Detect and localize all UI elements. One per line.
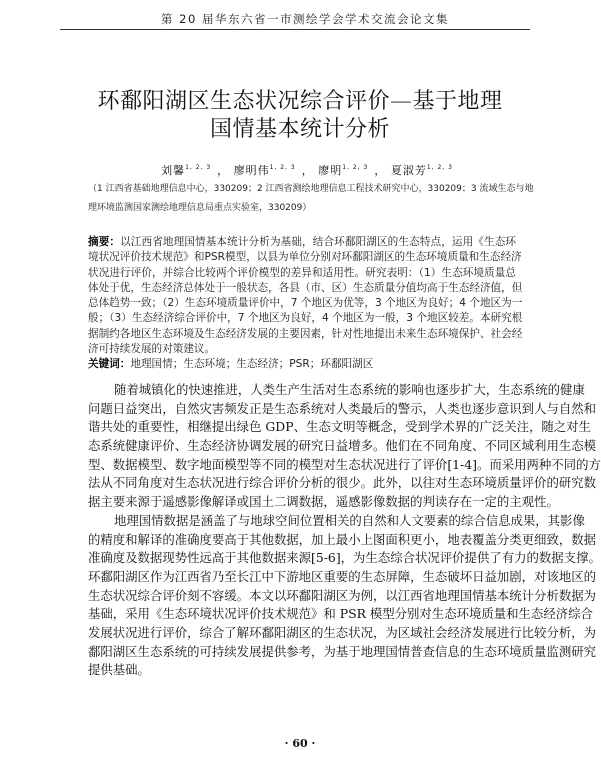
keywords-text: 地理国情；生态环境；生态经济；PSR；环鄱阳湖区 (130, 358, 374, 371)
body-line: 基础，采用《生态环境状况评价技术规范》和 PSR 模型分别对生态环境质量和生态经济综合 (88, 606, 593, 622)
keywords (88, 357, 516, 372)
abstract-first-line (88, 235, 516, 250)
body-line: 据主要来源于遥感影像解译或国土二调数据，遥感影像数据的判读存在一定的主观性。 (88, 494, 559, 510)
author-name: 廖明伟 (233, 164, 270, 177)
abstract-line: 总体趋势一致；（2）生态环境质量评价中，7 个地区为优等，3 个地区为良好；4 个地区为一 (88, 297, 523, 310)
body-line: 随着城镇化的快速推进，人类生产生活对生态系统的影响也逐步扩大，生态系统的健康 (114, 382, 585, 397)
affiliations-line-1: （1 江西省基础地理信息中心，330209；2 江西省测绘地理信息工程技术研究中心，330209；3 流域生态与地 (88, 184, 534, 194)
author-affiliation-marks: 1, 2, 3 (426, 164, 453, 171)
body-line: 地理国情数据是涵盖了与地球空间位置相关的自然和人文要素的综合信息成果，其影像 (114, 512, 585, 528)
author-name: 廖明 (318, 164, 343, 177)
abstract-line: 状况进行评价，并综合比较两个评价模型的差异和适用性。研究表明：（1）生态环境质量总 (88, 266, 516, 279)
body-line: 提供基础。 (88, 662, 150, 678)
abstract-label: 摘要： (88, 236, 121, 248)
body-line: 问题日益突出，自然灾害频发正是生态系统对人类最后的警示，人类也逐步意识到人与自然和 (88, 400, 597, 416)
author-affiliation-marks: 1, 2, 3 (269, 164, 296, 171)
body-line: 型、数据模型、数字地面模型等不同的模型对生态状况进行了评价[1-4]。而采用两种不同的方 (88, 456, 601, 472)
author-list: 刘馨$^{1, 2, 3}$ ， 廖明伟$^{1, 2, 3}$ ， 廖明$^{1, 2, 3}$ ， 夏淑芳$^{1, 2, 3}$ (161, 164, 453, 177)
running-header: 第 20 届华东六省一市测绘学会学术交流会论文集 (161, 12, 449, 26)
author-affiliation-marks: 1, 2, 3 (342, 164, 369, 171)
body-line: 鄱阳湖区生态系统的可持续发展提供参考，为基于地理国情普查信息的生态环境质量监测研究 (88, 643, 597, 659)
paper-title-line-2: 国情基本统计分析 (209, 117, 390, 142)
body-line: 准确度及数据现势性远高于其他数据来源[5-6]，为生态综合状况评价提供了有力的数据支撑。 (88, 550, 601, 566)
author-name: 夏淑芳 (390, 164, 427, 177)
abstract-line: 以江西省地理国情基本统计分析为基础，结合环鄱阳湖区的生态特点，运用《生态环 (120, 236, 516, 248)
body-line: 的精度和解译的准确度要高于其他数据，加上最小上图面积更小，地表覆盖分类更细致，数据 (88, 531, 597, 547)
abstract-line: 济可持续发展的对策建议。 (88, 343, 216, 356)
body-line: 生态状况综合评价刻不容缓。本文以环鄱阳湖区为例，以江西省地理国情基本统计分析数据为 (88, 587, 597, 603)
body-line: 环鄱阳湖区作为江西省乃至长江中下游地区重要的生态屏障，生态破坏日益加剧，对该地区的 (88, 568, 597, 584)
abstract (88, 235, 523, 373)
header-rule (60, 29, 530, 30)
abstract-line: 据制约各地区生态环境及生态经济发展的主要因素，针对性地提出未来生态环境保护、社会经 (88, 327, 523, 340)
author-affiliation-marks: 1, 2, 3 (185, 164, 212, 171)
abstract-line: 境状况评价技术规范》和PSR模型，以县为单位分别对环鄱阳湖区的生态环境质量和生态经济 (88, 251, 522, 264)
body-line: 态系统健康评价、生态经济协调发展的研究日益增多。他们在不同角度、不同区域利用生态模 (88, 438, 597, 454)
body-line: 法从不同角度对生态状况进行综合评价分析的很少。此外，以往对生态环境质量评价的研究数 (88, 475, 597, 491)
body-text (88, 381, 601, 680)
body-line: 发展状况进行评价，综合了解环鄱阳湖区的生态状况，为区域社会经济发展进行比较分析，为 (88, 624, 597, 640)
author-name: 刘馨 (161, 164, 186, 177)
page-number: · 60 · (284, 737, 316, 750)
keywords-label: 关键词： (88, 358, 131, 371)
abstract-line: 般；（3）生态经济综合评价中，7 个地区为良好，4 个地区为一般，3 个地区较差。本研究根 (88, 312, 523, 325)
abstract-line: 体处于优，生态经济总体处于一般状态，各县（市、区）生态质量分值均高于生态经济值，但 (88, 281, 523, 294)
paper-title-line-1: 环鄱阳湖区生态状况综合评价—基于地理 (97, 89, 503, 114)
affiliations-line-2: 理环境监测国家测绘地理信息局重点实验室，330209） (88, 203, 312, 213)
body-line: 谐共处的重要性，相继提出绿色 GDP、生态文明等概念，受到学术界的广泛关注，随之对生 (88, 419, 591, 435)
